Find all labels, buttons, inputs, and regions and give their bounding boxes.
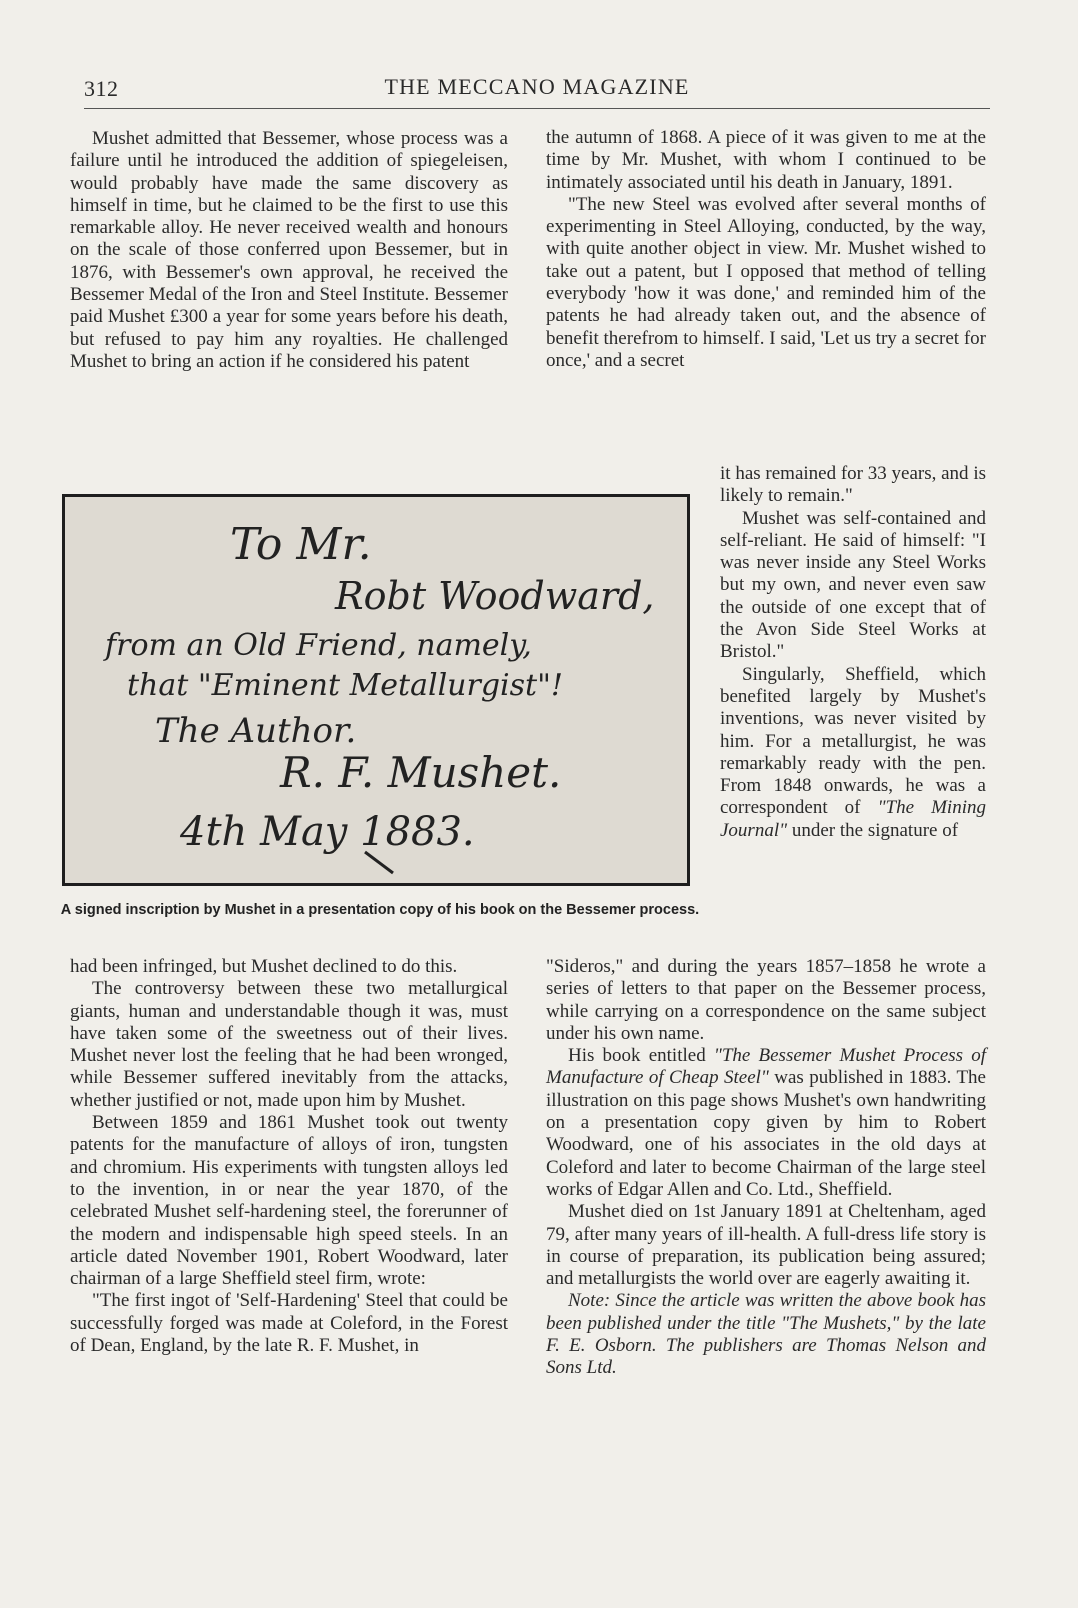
paragraph: Mushet was self-contained and self-reliant. He said of himself: "I was never inside any Steel Works but my own, and never even saw the outside of one except that of the Avon Side Steel Works at Bristol." — [720, 507, 986, 663]
editor-note: Note: Since the article was written the above book has been published under the title "The Mushets," by the late F. E. Osborn. The publishers are Thomas Nelson and Sons Ltd. — [546, 1290, 986, 1379]
pen-stroke — [365, 852, 393, 873]
book-title: "The Bessemer Mushet Process of Manufacture of Cheap Steel" — [546, 1045, 986, 1089]
page-number: 312 — [84, 76, 119, 101]
text-run: was published in 1883. The illustration on this page shows Mushet's own handwriting on a presentation copy given by him to Robert Woodward, one of his associates in the old days at Coleford and later to become Chairman of the large steel works of Edgar Allen and Co. Ltd., Sheffield. — [546, 1067, 986, 1200]
right-column-top — [546, 127, 986, 372]
paragraph: Mushet admitted that Bessemer, whose process was a failure until he introduced the addition of spiegeleisen, would probably have made the same discovery as himself in time, but he claimed to be the first to use this remarkable alloy. He never received wealth and honours on the scale of those conferred upon Bessemer, but in 1876, with Bessemer's own approval, he received the Bessemer Medal of the Iron and Steel Institute. Bessemer paid Mushet £300 a year for some years before his death, but refused to pay him any royalties. He challenged Mushet to bring an action if he considered his patent — [70, 128, 508, 372]
page-header — [84, 70, 990, 109]
paragraph: The controversy between these two metallurgical giants, human and understandable though it was, must have taken some of the sweetness out of their lives. Mushet never lost the feeling that he had been wronged, while Bessemer suffered inevitably from the attacks, whether justified or not, made upon him by Mushet. — [70, 978, 508, 1111]
text-run: Singularly, Sheffield, which benefited largely by Mushet's inventions, was never visited by him. For a metallurgist, he was remarkably ready with the pen. From 1848 onwards, he was a correspondent of — [720, 663, 986, 819]
paragraph: Between 1859 and 1861 Mushet took out twenty patents for the manufacture of alloys of iron, tungsten and chromium. His experiments with tungsten alloys led to the invention, in or near the year 1870, of the celebrated Mushet self-hardening steel, the forerunner of the modern and indispensable high speed steels. In an article dated November 1901, Robert Woodward, later chairman of a large Sheffield steel firm, wrote: — [70, 1112, 508, 1290]
paragraph: "The first ingot of 'Self-Hardening' Steel that could be successfully forged was made at Coleford, in the Forest of Dean, England, by the late R. F. Mushet, in — [70, 1290, 508, 1357]
paragraph: had been infringed, but Mushet declined to do this. — [70, 956, 458, 977]
inscription-signature: R. F. Mushet. — [280, 748, 562, 797]
paragraph: "The new Steel was evolved after several months of experimenting in Steel Alloying, conducted, by the way, with quite another object in view. Mr. Mushet wished to take out a patent, but I opposed that method of telling everybody 'how it was done,' and reminded him of the patents he had already taken out, and the absence of benefit therefrom to himself. I said, 'Let us try a secret for once,' and a secret — [546, 193, 986, 371]
journal-title: "The Mining Journal" — [720, 797, 986, 841]
text-run: His book entitled — [568, 1045, 714, 1067]
inscription-line: that "Eminent Metallurgist"! — [127, 668, 563, 703]
paragraph — [720, 664, 986, 842]
paragraph — [546, 1045, 986, 1201]
left-column-bottom — [70, 956, 508, 1357]
paragraph: "Sideros," and during the years 1857–1858 he wrote a series of letters to that paper on the Bessemer process, while carrying on a correspondence on the same subject under his own name. — [546, 956, 986, 1044]
inscription-line: To Mr. — [230, 519, 372, 570]
figure-caption: A signed inscription by Mushet in a presentation copy of his book on the Bessemer process. — [60, 902, 700, 918]
magazine-title: THE MECCANO MAGAZINE — [384, 74, 690, 99]
inscription-date: 4th May 1883. — [180, 809, 475, 855]
right-column-beside-figure — [720, 463, 986, 842]
inscription-line: from an Old Friend, namely, — [105, 628, 532, 663]
text-run: under the signature of — [787, 819, 959, 841]
paragraph: the autumn of 1868. A piece of it was given to me at the time by Mr. Mushet, with whom I continued to be intimately associated until his death in January, 1891. — [546, 127, 986, 193]
inscription-figure — [62, 494, 690, 886]
paragraph: it has remained for 33 years, and is likely to remain." — [720, 463, 986, 507]
inscription-line: Robt Woodward, — [335, 574, 655, 618]
left-column-top — [70, 128, 508, 373]
inscription-line: The Author. — [155, 711, 357, 751]
handwritten-inscription — [65, 497, 687, 883]
right-column-bottom — [546, 956, 986, 1380]
paragraph: Mushet died on 1st January 1891 at Cheltenham, aged 79, after many years of ill-health. A full-dress life story is in course of preparation, its publication being assured; and metallurgists the world over are eagerly awaiting it. — [546, 1201, 986, 1290]
